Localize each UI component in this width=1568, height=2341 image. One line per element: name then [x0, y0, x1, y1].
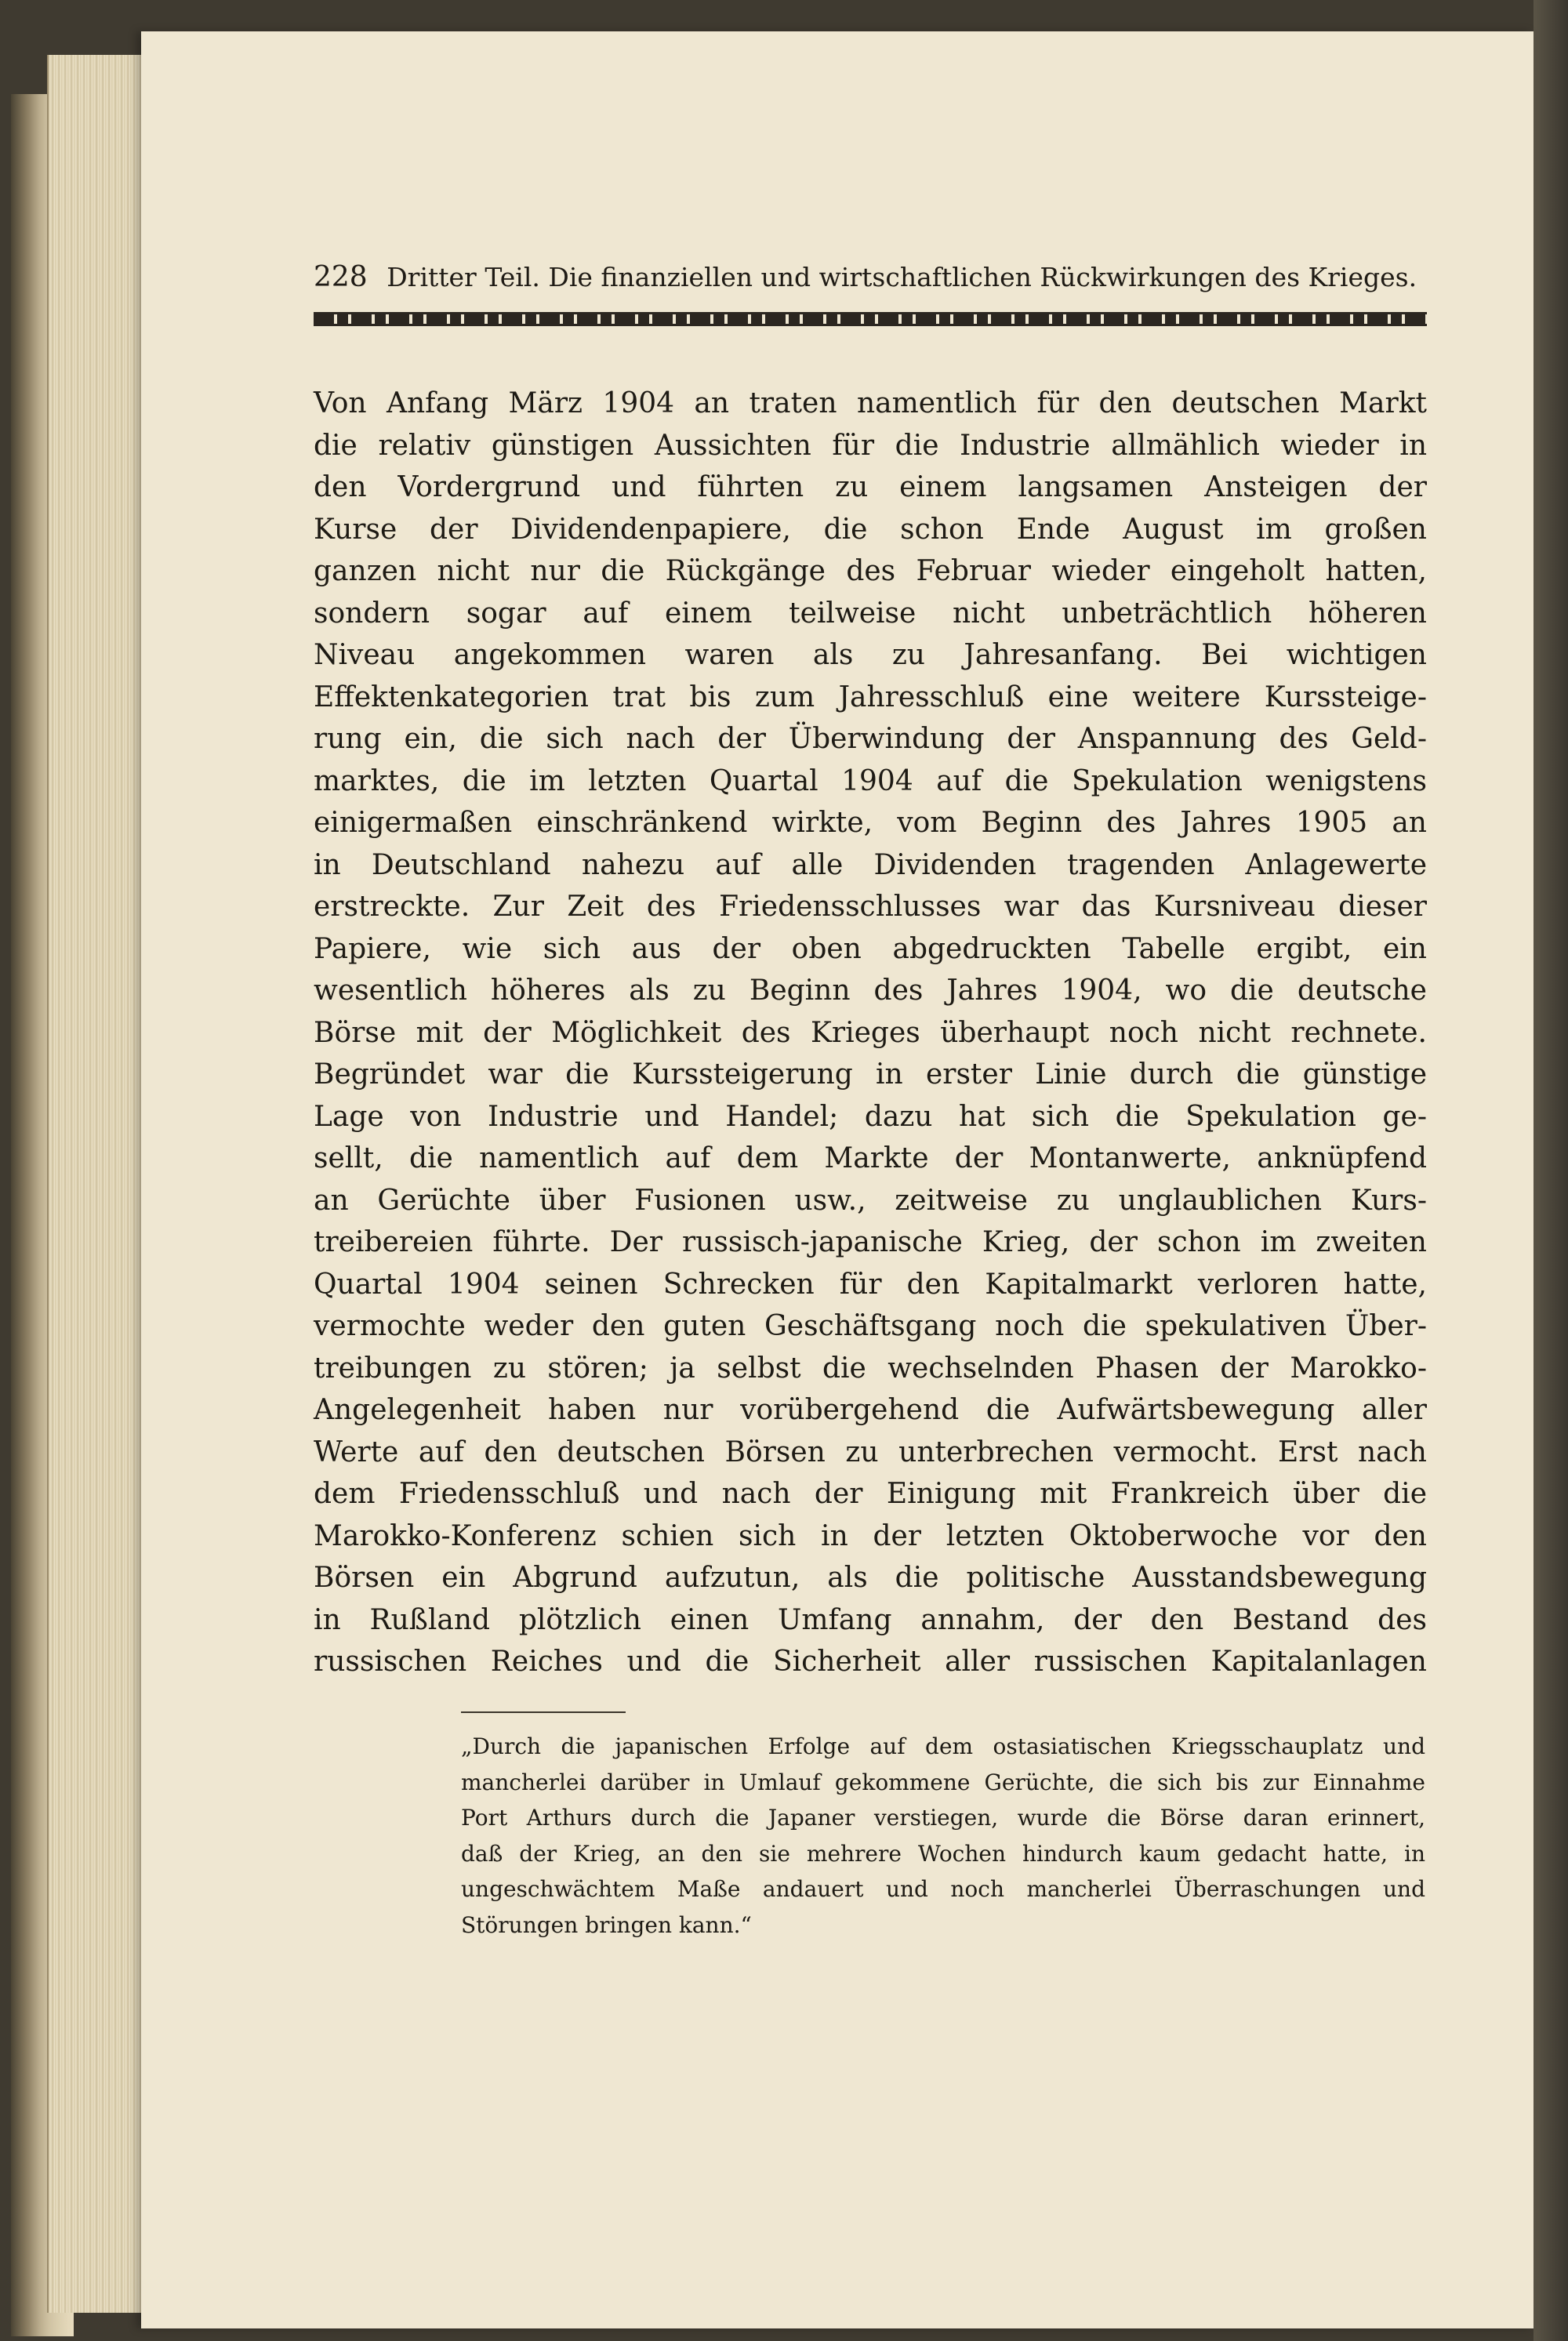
body-line: Quartal 1904 seinen Schrecken für den Kapitalmarkt verloren hatte, — [314, 1268, 1427, 1301]
ornamental-rule — [314, 312, 1427, 326]
body-line: in Deutschland nahezu auf alle Dividenden tragenden Anlagewerte — [314, 848, 1427, 881]
body-line: vermochte weder den guten Geschäftsgang noch die spekulativen Über- — [314, 1310, 1427, 1342]
body-line: Papiere, wie sich aus der oben abgedruckten Tabelle ergibt, ein — [314, 932, 1427, 965]
footnote-divider — [461, 1711, 626, 1713]
background-shadow — [1534, 0, 1568, 2341]
body-line: den Vordergrund und führten zu einem langsamen Ansteigen der — [314, 471, 1427, 503]
body-line: Angelegenheit haben nur vorübergehend die Aufwärtsbewegung aller — [314, 1394, 1427, 1426]
body-line: in Rußland plötzlich einen Umfang annahm, der den Bestand des — [314, 1603, 1427, 1636]
footnote-line: ungeschwächtem Maße andauert und noch mancherlei Überraschungen und — [461, 1876, 1425, 1902]
body-line: russischen Reiches und die Sicherheit aller russischen Kapitalanlagen — [314, 1646, 1427, 1678]
footnote-line: „Durch die japanischen Erfolge auf dem ostasiatischen Kriegsschauplatz und — [461, 1733, 1425, 1759]
body-line: sondern sogar auf einem teilweise nicht unbeträchtlich höheren — [314, 597, 1427, 630]
body-line: marktes, die im letzten Quartal 1904 auf die Spekulation wenigstens — [314, 764, 1427, 797]
body-line: Niveau angekommen waren als zu Jahresanfang. Bei wichtigen — [314, 639, 1427, 671]
body-line: rung ein, die sich nach der Überwindung der Anspannung des Geld- — [314, 723, 1427, 755]
footnote-line: mancherlei darüber in Umlauf gekommene Gerüchte, die sich bis zur Einnahme — [461, 1769, 1425, 1795]
body-text — [314, 383, 1427, 1683]
body-line: die relativ günstigen Aussichten für die Industrie allmählich wieder in — [314, 429, 1427, 462]
body-line: Kurse der Dividendenpapiere, die schon Ende August im großen — [314, 513, 1427, 546]
body-line: Werte auf den deutschen Börsen zu unterbrechen vermocht. Erst nach — [314, 1435, 1427, 1468]
footnote-line: daß der Krieg, an den sie mehrere Wochen hindurch kaum gedacht hatte, in — [461, 1840, 1425, 1867]
body-line: wesentlich höheres als zu Beginn des Jahres 1904, wo die deutsche — [314, 975, 1427, 1007]
running-title: Dritter Teil. Die finanziellen und wirtschaftlichen Rückwirkungen des Krieges. — [387, 262, 1417, 292]
running-header — [314, 259, 1427, 296]
body-line: an Gerüchte über Fusionen usw., zeitweise zu unglaublichen Kurs- — [314, 1184, 1427, 1217]
body-line: sellt, die namentlich auf dem Markte der Montanwerte, anknüpfend — [314, 1142, 1427, 1174]
body-line: Von Anfang März 1904 an traten namentlich für den deutschen Markt — [314, 387, 1427, 419]
page-edges — [47, 55, 143, 2313]
footnote-line: Störungen bringen kann.“ — [461, 1911, 752, 1938]
footnote-line: Port Arthurs durch die Japaner verstiegen, wurde die Börse daran erinnert, — [461, 1805, 1425, 1831]
body-line: erstreckte. Zur Zeit des Friedensschlusses war das Kursniveau dieser — [314, 891, 1427, 923]
page-number: 228 — [314, 261, 368, 293]
body-line: Marokko-Konferenz schien sich in der letzten Oktoberwoche vor den — [314, 1519, 1427, 1552]
body-line: dem Friedensschluß und nach der Einigung mit Frankreich über die — [314, 1478, 1427, 1510]
body-line: Börsen ein Abgrund aufzutun, als die politische Ausstandsbewegung — [314, 1562, 1427, 1594]
body-line: treibereien führte. Der russisch-japanische Krieg, der schon im zweiten — [314, 1226, 1427, 1258]
body-line: treibungen zu stören; ja selbst die wechselnden Phasen der Marokko- — [314, 1352, 1427, 1385]
body-line: Begründet war die Kurssteigerung in erster Linie durch die günstige — [314, 1058, 1427, 1091]
body-line: ganzen nicht nur die Rückgänge des Februar wieder eingeholt hatten, — [314, 555, 1427, 587]
body-line: einigermaßen einschränkend wirkte, vom Beginn des Jahres 1905 an — [314, 807, 1427, 839]
footnote — [461, 1729, 1425, 1943]
body-line: Börse mit der Möglichkeit des Krieges überhaupt noch nicht rechnete. — [314, 1016, 1427, 1049]
body-line: Lage von Industrie und Handel; dazu hat sich die Spekulation ge- — [314, 1100, 1427, 1133]
body-line: Effektenkategorien trat bis zum Jahresschluß eine weitere Kurssteige- — [314, 681, 1427, 713]
